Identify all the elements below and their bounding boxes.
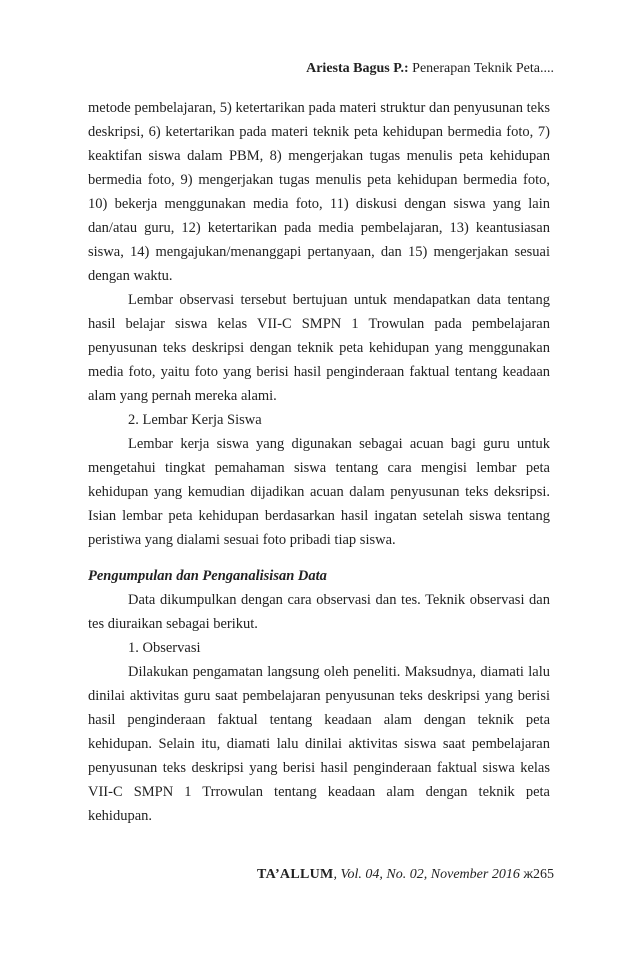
page-number: 265: [533, 867, 554, 882]
footer-journal: TA’ALLUM: [257, 867, 334, 882]
section-heading: Pengumpulan dan Penganalisisan Data: [88, 568, 327, 584]
article-body: [88, 96, 550, 828]
paragraph-observation-detail: Dilakukan pengamatan langsung oleh peneliti. Maksudnya, diamati lalu dinilai aktivitas guru saat pembelajaran penyusunan teks deskripsi yang berisi hasil penginderaan faktual tentang keadaan alam dengan teknik peta kehidupan. Selain itu, diamati lalu dinilai aktivitas siswa saat pembelajaran penyusunan teks deskripsi yang berisi hasil penginderaan faktual siswa kelas VII-C SMPN 1 Trrowulan tentang keadaan alam dengan teknik peta kehidupan.: [88, 664, 550, 824]
running-footer: [257, 866, 554, 884]
paragraph-worksheet: Lembar kerja siswa yang digunakan sebagai acuan bagi guru untuk mengetahui tingkat pemahaman siswa tentang cara mengisi lembar peta kehidupan yang kemudian dijadikan acuan dalam penyusunan teks deksripsi. Isian lembar peta kehidupan berdasarkan hasil ingatan setelah siswa tentang peristiwa yang dialami sesuai foto pribadi tiap siswa.: [88, 436, 550, 548]
list-item-observation: 1. Observasi: [128, 640, 201, 656]
paragraph-observation-purpose: Lembar observasi tersebut bertujuan untuk mendapatkan data tentang hasil belajar siswa kelas VII-C SMPN 1 Trowulan pada pembelajaran penyusunan teks deskripsi dengan teknik peta kehidupan yang menggunakan media foto, yaitu foto yang berisi hasil penginderaan faktual tentang keadaan alam yang pernah mereka alami.: [88, 292, 550, 404]
list-item-worksheet: 2. Lembar Kerja Siswa: [128, 412, 262, 428]
header-author: Ariesta Bagus P.:: [306, 61, 409, 76]
running-header: [306, 60, 554, 78]
paragraph-data-collection: Data dikumpulkan dengan cara observasi dan tes. Teknik observasi dan tes diuraikan sebagai berikut.: [88, 592, 550, 632]
paragraph-criteria-list: metode pembelajaran, 5) ketertarikan pada materi struktur dan penyusunan teks deskripsi, 6) ketertarikan pada materi teknik peta kehidupan bermedia foto, 7) keaktifan siswa dalam PBM, 8) mengerjakan tugas menulis peta kehidupan bermedia foto, 9) mengerjakan tugas menulis peta kehidupan bermedia foto, 10) bekerja menggunakan media foto, 11) diskusi dengan siswa yang lain dan/atau guru, 12) ketertarikan pada media pembelajaran, 13) keantusiasan siswa, 14) mengajukan/menanggapi pertanyaan, dan 15) mengerjakan sesuai dengan waktu.: [88, 100, 550, 284]
footer-separator: ж: [523, 867, 533, 882]
header-short-title: Penerapan Teknik Peta....: [412, 61, 554, 76]
footer-volume: , Vol. 04, No. 02, November 2016: [333, 867, 520, 882]
